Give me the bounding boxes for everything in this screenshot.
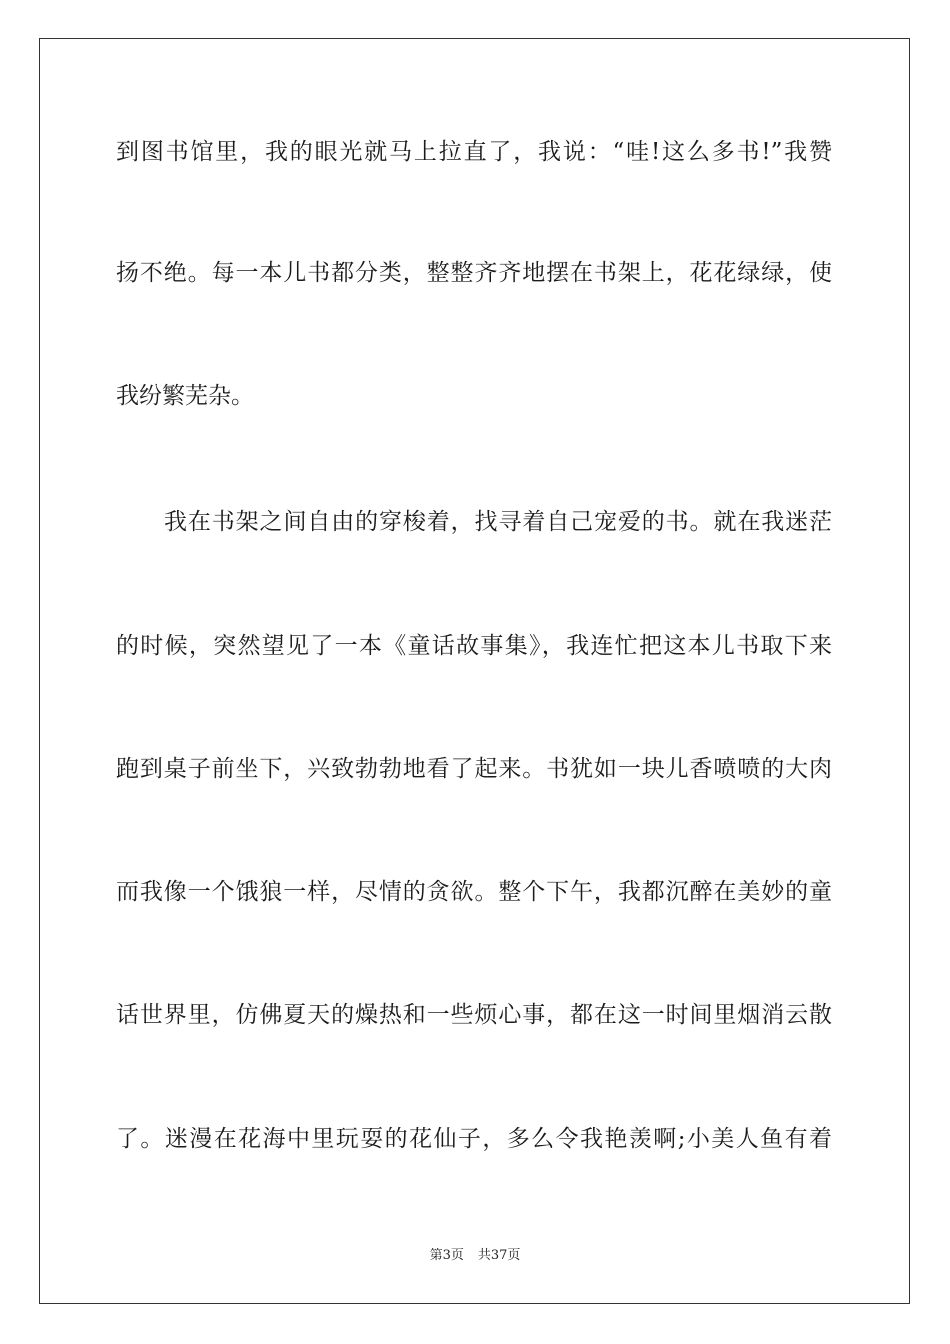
text-line: 到图书馆里，我的眼光就马上拉直了，我说：“哇!这么多书!”我赞 [116, 139, 832, 165]
text-line: 跑到桌子前坐下，兴致勃勃地看了起来。书犹如一块儿香喷喷的大肉 [116, 756, 832, 782]
text-line: 话世界里，仿佛夏天的燥热和一些烦心事，都在这一时间里烟消云散 [116, 1002, 832, 1028]
text-line: 而我像一个饿狼一样，尽情的贪欲。整个下午，我都沉醉在美妙的童 [116, 879, 832, 905]
page-footer [0, 1247, 950, 1265]
text-line: 我纷繁芜杂。 [116, 383, 254, 409]
text-line: 我在书架之间自由的穿梭着，找寻着自己宠爱的书。就在我迷茫 [164, 509, 832, 535]
text-line: 扬不绝。每一本儿书都分类，整整齐齐地摆在书架上，花花绿绿，使 [116, 260, 832, 286]
page-total: 共37页 [477, 1248, 521, 1263]
page-border [39, 38, 910, 1304]
page-number: 第3页 [429, 1248, 464, 1263]
text-line: 的时候，突然望见了一本《童话故事集》，我连忙把这本儿书取下来 [116, 633, 832, 659]
text-line: 了。迷漫在花海中里玩耍的花仙子，多么令我艳羡啊;小美人鱼有着 [116, 1126, 832, 1152]
